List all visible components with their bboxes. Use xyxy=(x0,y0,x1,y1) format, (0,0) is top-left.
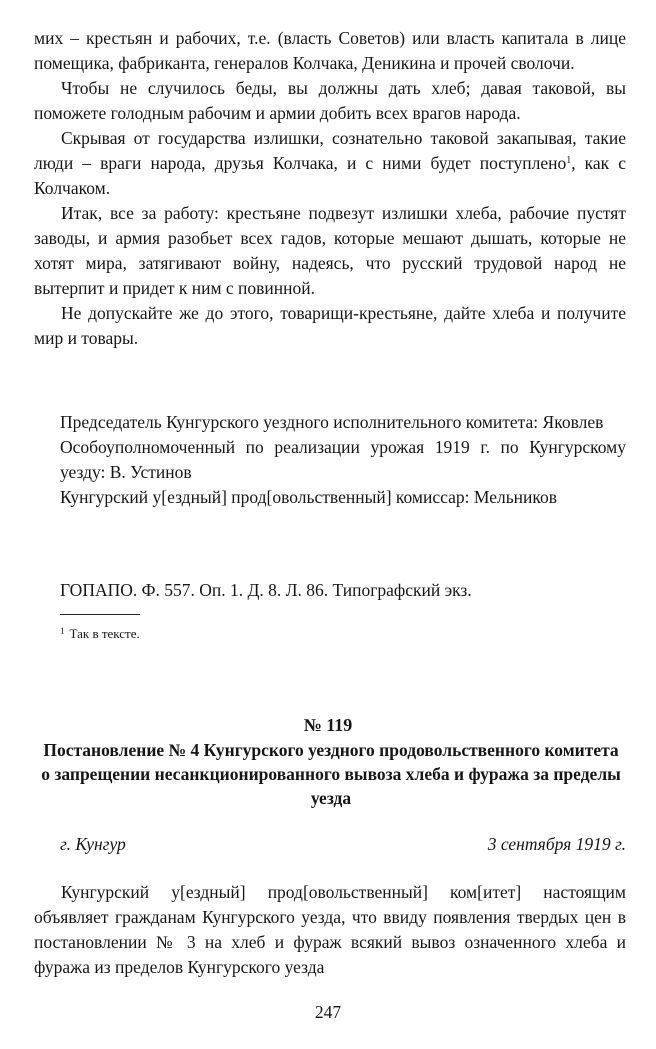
paragraph-2-before: Скрывая от государства излишки, сознательно таковой закапывая, такие люди – враги народа, друзья Колчака, и с ними будет поступлено xyxy=(34,128,626,173)
footnote-reference: 1 xyxy=(566,155,572,166)
archive-source: ГОПАПО. Ф. 557. Оп. 1. Д. 8. Л. 86. Типографский экз. xyxy=(60,580,472,600)
footnote-divider xyxy=(60,614,140,615)
document-number: № 119 xyxy=(303,715,353,735)
paragraph-3: Итак, все за работу: крестьяне подвезут излишки хлеба, рабочие пустят заводы, и армия разобьет всех гадов, которые мешают дышать, которые не хотят мира, затягивают войну, надеясь, что русский трудовой народ не вытерпит и придет к ним с повинной. xyxy=(34,203,626,298)
signature-chairman: Председатель Кунгурского уездного исполнительного комитета: Яковлев xyxy=(60,412,604,432)
paragraph-4: Не допускайте же до этого, товарищи-крестьяне, дайте хлеба и получите мир и товары. xyxy=(34,303,626,348)
document-date: 3 сентября 1919 г. xyxy=(487,834,626,854)
document-body xyxy=(34,880,626,980)
document-title: Постановление № 4 Кунгурского уездного продовольственного комитета о запрещении несанкционированного вывоза хлеба и фуража за пределы уезда xyxy=(41,740,621,808)
continued-text xyxy=(34,26,626,351)
document-place: г. Кунгур xyxy=(60,834,126,854)
paragraph-1: Чтобы не случилось беды, вы должны дать хлеб; давая таковой, вы поможете голодным рабочим и армии добить всех врагов народа. xyxy=(34,78,626,123)
paragraph-2-after: , как с Колчаком. xyxy=(34,153,626,198)
page-number: 247 xyxy=(314,1002,342,1022)
signature-commissar: Кунгурский у[ездный] прод[овольственный] комиссар: Мельников xyxy=(60,487,558,507)
footnote-mark: 1 xyxy=(60,626,65,636)
signature-plenipotentiary: Особоуполномоченный по реализации урожая 1919 г. по Кунгурскому уезду: В. Устинов xyxy=(60,437,626,482)
signatures xyxy=(60,410,626,510)
paragraph-0: мих – крестьян и рабочих, т.е. (власть Советов) или власть капитала в лице помещика, фабриканта, генералов Колчака, Деникина и прочей сволочи. xyxy=(34,28,626,73)
footnote-text: Так в тексте. xyxy=(69,626,140,641)
document-body-paragraph: Кунгурский у[ездный] прод[овольственный] ком[итет] настоящим объявляет гражданам Кунгурского уезда, что ввиду появления твердых цен в постановлении № 3 на хлеб и фураж всякий вывоз означенного хлеба и фуража из пределов Кунгурского уезда xyxy=(34,882,626,977)
paragraph-2 xyxy=(34,126,626,201)
footnote xyxy=(60,622,140,643)
